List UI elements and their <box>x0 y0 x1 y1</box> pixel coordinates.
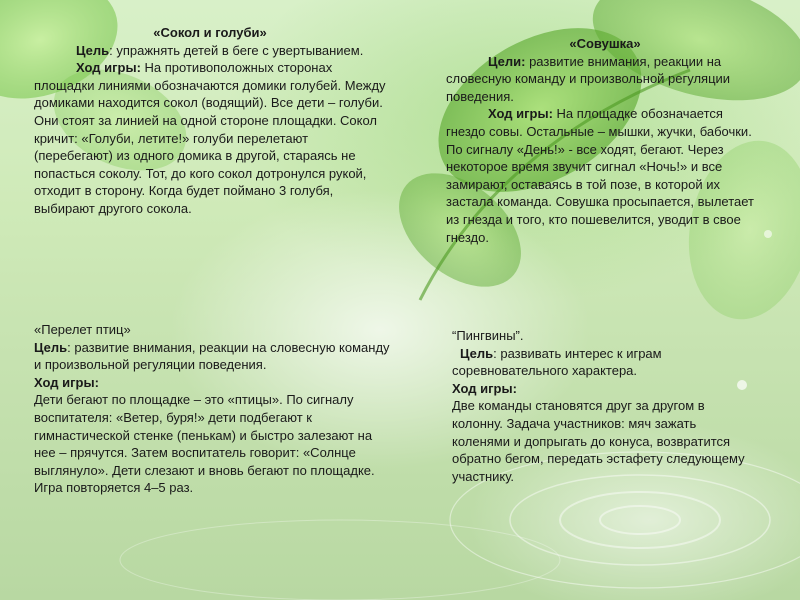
game-title: «Сокол и голуби» <box>153 25 267 40</box>
goal-label: Цель <box>460 345 494 361</box>
game-sovushka-block <box>446 35 764 246</box>
move-label-line <box>452 380 752 398</box>
goal-label: Цели: <box>488 53 526 69</box>
goal-text: : развитие внимания, реакции на словесную команду и произвольной регуляции поведения. <box>34 339 390 373</box>
goal-label: Цель <box>76 42 110 58</box>
game-perelet-block <box>34 321 394 497</box>
game-goal <box>452 345 752 380</box>
game-goal <box>446 53 764 106</box>
game-goal <box>34 42 386 60</box>
goal-text: развитие внимания, реакции на словесную команду и произвольной регуляции поведения. <box>446 53 731 104</box>
move-label-line <box>34 374 394 392</box>
game-pingviny-block <box>452 327 752 485</box>
game-goal <box>34 339 394 374</box>
move-label: Ход игры: <box>488 106 553 122</box>
goal-text: : упражнять детей в беге с увертыванием. <box>109 42 364 58</box>
move-label: Ход игры: <box>76 60 141 76</box>
move-text: На площадке обозначается гнездо совы. Остальные – мышки, жучки, бабочки. По сигналу «День!» - все ходят, бегают. Через некоторое время звучит сигнал «Ночь!» и все замирают, оставаясь в той позе, в которой их застала команда. Совушка просыпается, вылетает из гнезда и того, кто пошевелится, уводит в свое гнездо. <box>446 106 754 245</box>
game-description: Две команды становятся друг за другом в колонну. Задача участников: мяч зажать коленями и допрыгать до конуса, возвратится обратно бегом, передать эстафету следующему участнику. <box>452 398 745 484</box>
game-title: «Совушка» <box>569 36 641 51</box>
move-label: Ход игры: <box>452 380 517 396</box>
game-description: Дети бегают по площадке – это «птицы». По сигналу воспитателя: «Ветер, буря!» дети подбегают к гимнастической стенке (пенькам) и быстро залезают на нее – прячутся. Затем воспитатель говорит: «Солнце выглянуло». Дети слезают и вновь бегают по площадке. Игра повторяется 4–5 раз. <box>34 392 375 496</box>
game-description <box>34 59 386 217</box>
game-title: «Перелет птиц» <box>34 322 131 337</box>
move-label: Ход игры: <box>34 374 99 390</box>
goal-label: Цель <box>34 339 68 355</box>
game-sokol-block <box>34 24 386 218</box>
game-title: “Пингвины”. <box>452 328 524 343</box>
game-description <box>446 105 764 246</box>
move-text: На противоположных сторонах площадки линиями обозначаются домики голубей. Между домиками находится сокол (водящий). Все дети – голуби. Они стоят за линией на одной стороне площадки. Сокол кричит: «Голуби, летите!» голуби перелетают (перебегают) из одного домика в другой, стараясь не попасться соколу. Тот, до кого сокол дотронулся рукой, отходит в сторону. Когда будет поймано 3 голубя, выбирают другого сокола. <box>34 60 386 216</box>
goal-text: : развивать интерес к играм соревновательного характера. <box>452 345 662 379</box>
water-drop <box>764 230 772 238</box>
